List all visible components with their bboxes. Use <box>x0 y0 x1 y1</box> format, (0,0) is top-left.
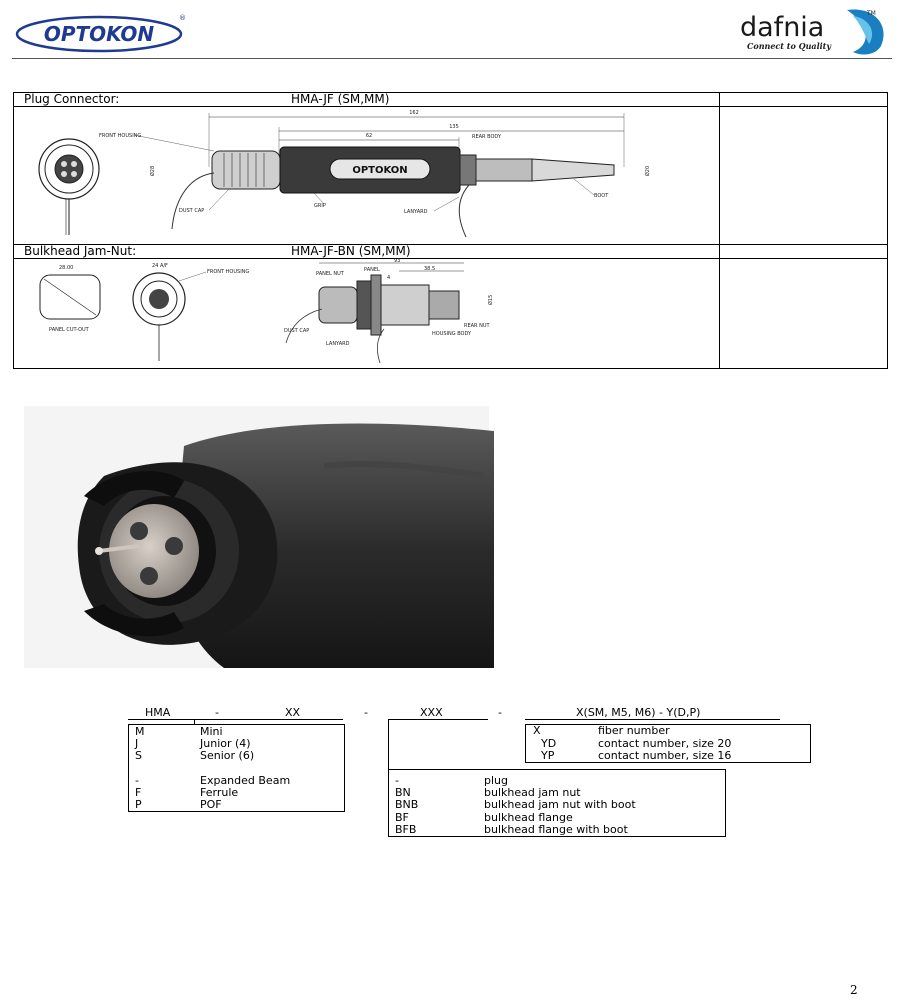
svg-text:Ø20: Ø20 <box>645 165 651 177</box>
xxx-code: BNB <box>395 798 419 811</box>
xxx-connector <box>388 719 389 769</box>
xx-code: P <box>135 798 142 811</box>
svg-text:162: 162 <box>409 110 419 116</box>
xx-code: - <box>135 774 139 787</box>
xy-code: YP <box>541 749 555 762</box>
svg-text:FRONT HOUSING: FRONT HOUSING <box>99 133 142 139</box>
xx-code: M <box>135 725 145 738</box>
svg-text:4: 4 <box>387 275 391 281</box>
svg-text:28.00: 28.00 <box>59 265 74 271</box>
svg-text:TM: TM <box>867 10 876 17</box>
plug-connector-model: HMA-JF (SM,MM) <box>291 92 390 106</box>
svg-text:DUST CAP: DUST CAP <box>179 208 205 214</box>
code-rule <box>525 719 780 720</box>
panel-cutout-view <box>40 265 100 333</box>
xy-desc: contact number, size 16 <box>598 749 732 762</box>
code-part-hma: HMA <box>145 706 171 719</box>
code-dash: - <box>364 706 368 719</box>
bulkhead-front-view <box>133 263 249 361</box>
svg-text:PANEL CUT-OUT: PANEL CUT-OUT <box>49 327 89 333</box>
bulkhead-model: HMA-JF-BN (SM,MM) <box>291 244 411 258</box>
xx-code: S <box>135 749 142 762</box>
xx-desc: Junior (4) <box>200 737 251 750</box>
svg-text:GRIP: GRIP <box>314 203 326 209</box>
xx-desc: Ferrule <box>200 786 239 799</box>
svg-text:BOOT: BOOT <box>594 193 609 199</box>
xxx-code: - <box>395 774 399 787</box>
svg-text:LANYARD: LANYARD <box>326 341 350 347</box>
xx-desc: Expanded Beam <box>200 774 291 787</box>
code-part-xx: XX <box>285 706 301 719</box>
xy-desc: fiber number <box>598 724 670 737</box>
xx-code: J <box>135 737 139 750</box>
code-rule <box>128 719 343 720</box>
xxx-desc: plug <box>484 774 508 787</box>
plug-connector-drawing <box>14 107 719 244</box>
svg-text:Ø15: Ø15 <box>488 294 494 305</box>
dafnia-tagline: Connect to Quality <box>747 41 831 51</box>
svg-text:93: 93 <box>394 258 401 264</box>
xy-code: YD <box>541 737 557 750</box>
xx-desc: Senior (6) <box>200 749 255 762</box>
plug-front-view <box>39 139 99 235</box>
svg-text:REAR NUT: REAR NUT <box>464 323 490 329</box>
bulkhead-label: Bulkhead Jam-Nut: <box>24 244 137 258</box>
xy-code: X <box>533 724 541 737</box>
xxx-code: BF <box>395 811 409 824</box>
bulkhead-drawing <box>14 259 719 367</box>
xx-desc: Mini <box>200 725 223 738</box>
svg-text:®: ® <box>179 14 186 22</box>
svg-text:135: 135 <box>449 124 459 130</box>
code-dash: - <box>215 706 219 719</box>
xxx-desc: bulkhead jam nut <box>484 786 581 799</box>
svg-text:Ø28: Ø28 <box>150 165 156 177</box>
svg-text:38.5: 38.5 <box>424 266 436 272</box>
xxx-desc: bulkhead flange with boot <box>484 823 628 836</box>
connector-body-text: OPTOKON <box>352 165 408 176</box>
xx-desc: POF <box>200 798 222 811</box>
dafnia-logo-text: dafnia <box>740 12 825 43</box>
xxx-code: BN <box>395 786 411 799</box>
svg-text:PANEL NUT: PANEL NUT <box>316 271 344 277</box>
svg-text:DUST CAP: DUST CAP <box>284 328 310 334</box>
optokon-logo <box>14 10 184 54</box>
code-rule <box>388 719 488 720</box>
code-dash: - <box>498 706 502 719</box>
connector-photo <box>24 406 489 668</box>
svg-text:HOUSING BODY: HOUSING BODY <box>432 331 472 337</box>
xxx-code: BFB <box>395 823 417 836</box>
page-number: 2 <box>850 983 858 997</box>
table-row-divider <box>14 244 887 245</box>
svg-text:FRONT HOUSING: FRONT HOUSING <box>207 269 250 275</box>
code-part-x-y: X(SM, M5, M6) - Y(D,P) <box>576 706 701 719</box>
xy-desc: contact number, size 20 <box>598 737 732 750</box>
plug-connector-label: Plug Connector: <box>24 92 120 106</box>
optokon-logo-text: OPTOKON <box>43 22 155 46</box>
drawing-table <box>13 92 888 369</box>
xxx-desc: bulkhead jam nut with boot <box>484 798 636 811</box>
xxx-desc: bulkhead flange <box>484 811 573 824</box>
svg-text:LANYARD: LANYARD <box>404 209 428 215</box>
code-part-xxx: XXX <box>420 706 443 719</box>
svg-text:24 A/F: 24 A/F <box>152 263 168 269</box>
svg-text:REAR BODY: REAR BODY <box>472 134 502 140</box>
header-divider <box>12 58 892 59</box>
svg-text:PANEL: PANEL <box>364 267 380 273</box>
svg-text:62: 62 <box>365 133 373 139</box>
xx-code: F <box>135 786 142 799</box>
table-column-divider <box>719 93 720 368</box>
dafnia-logo <box>735 6 890 58</box>
